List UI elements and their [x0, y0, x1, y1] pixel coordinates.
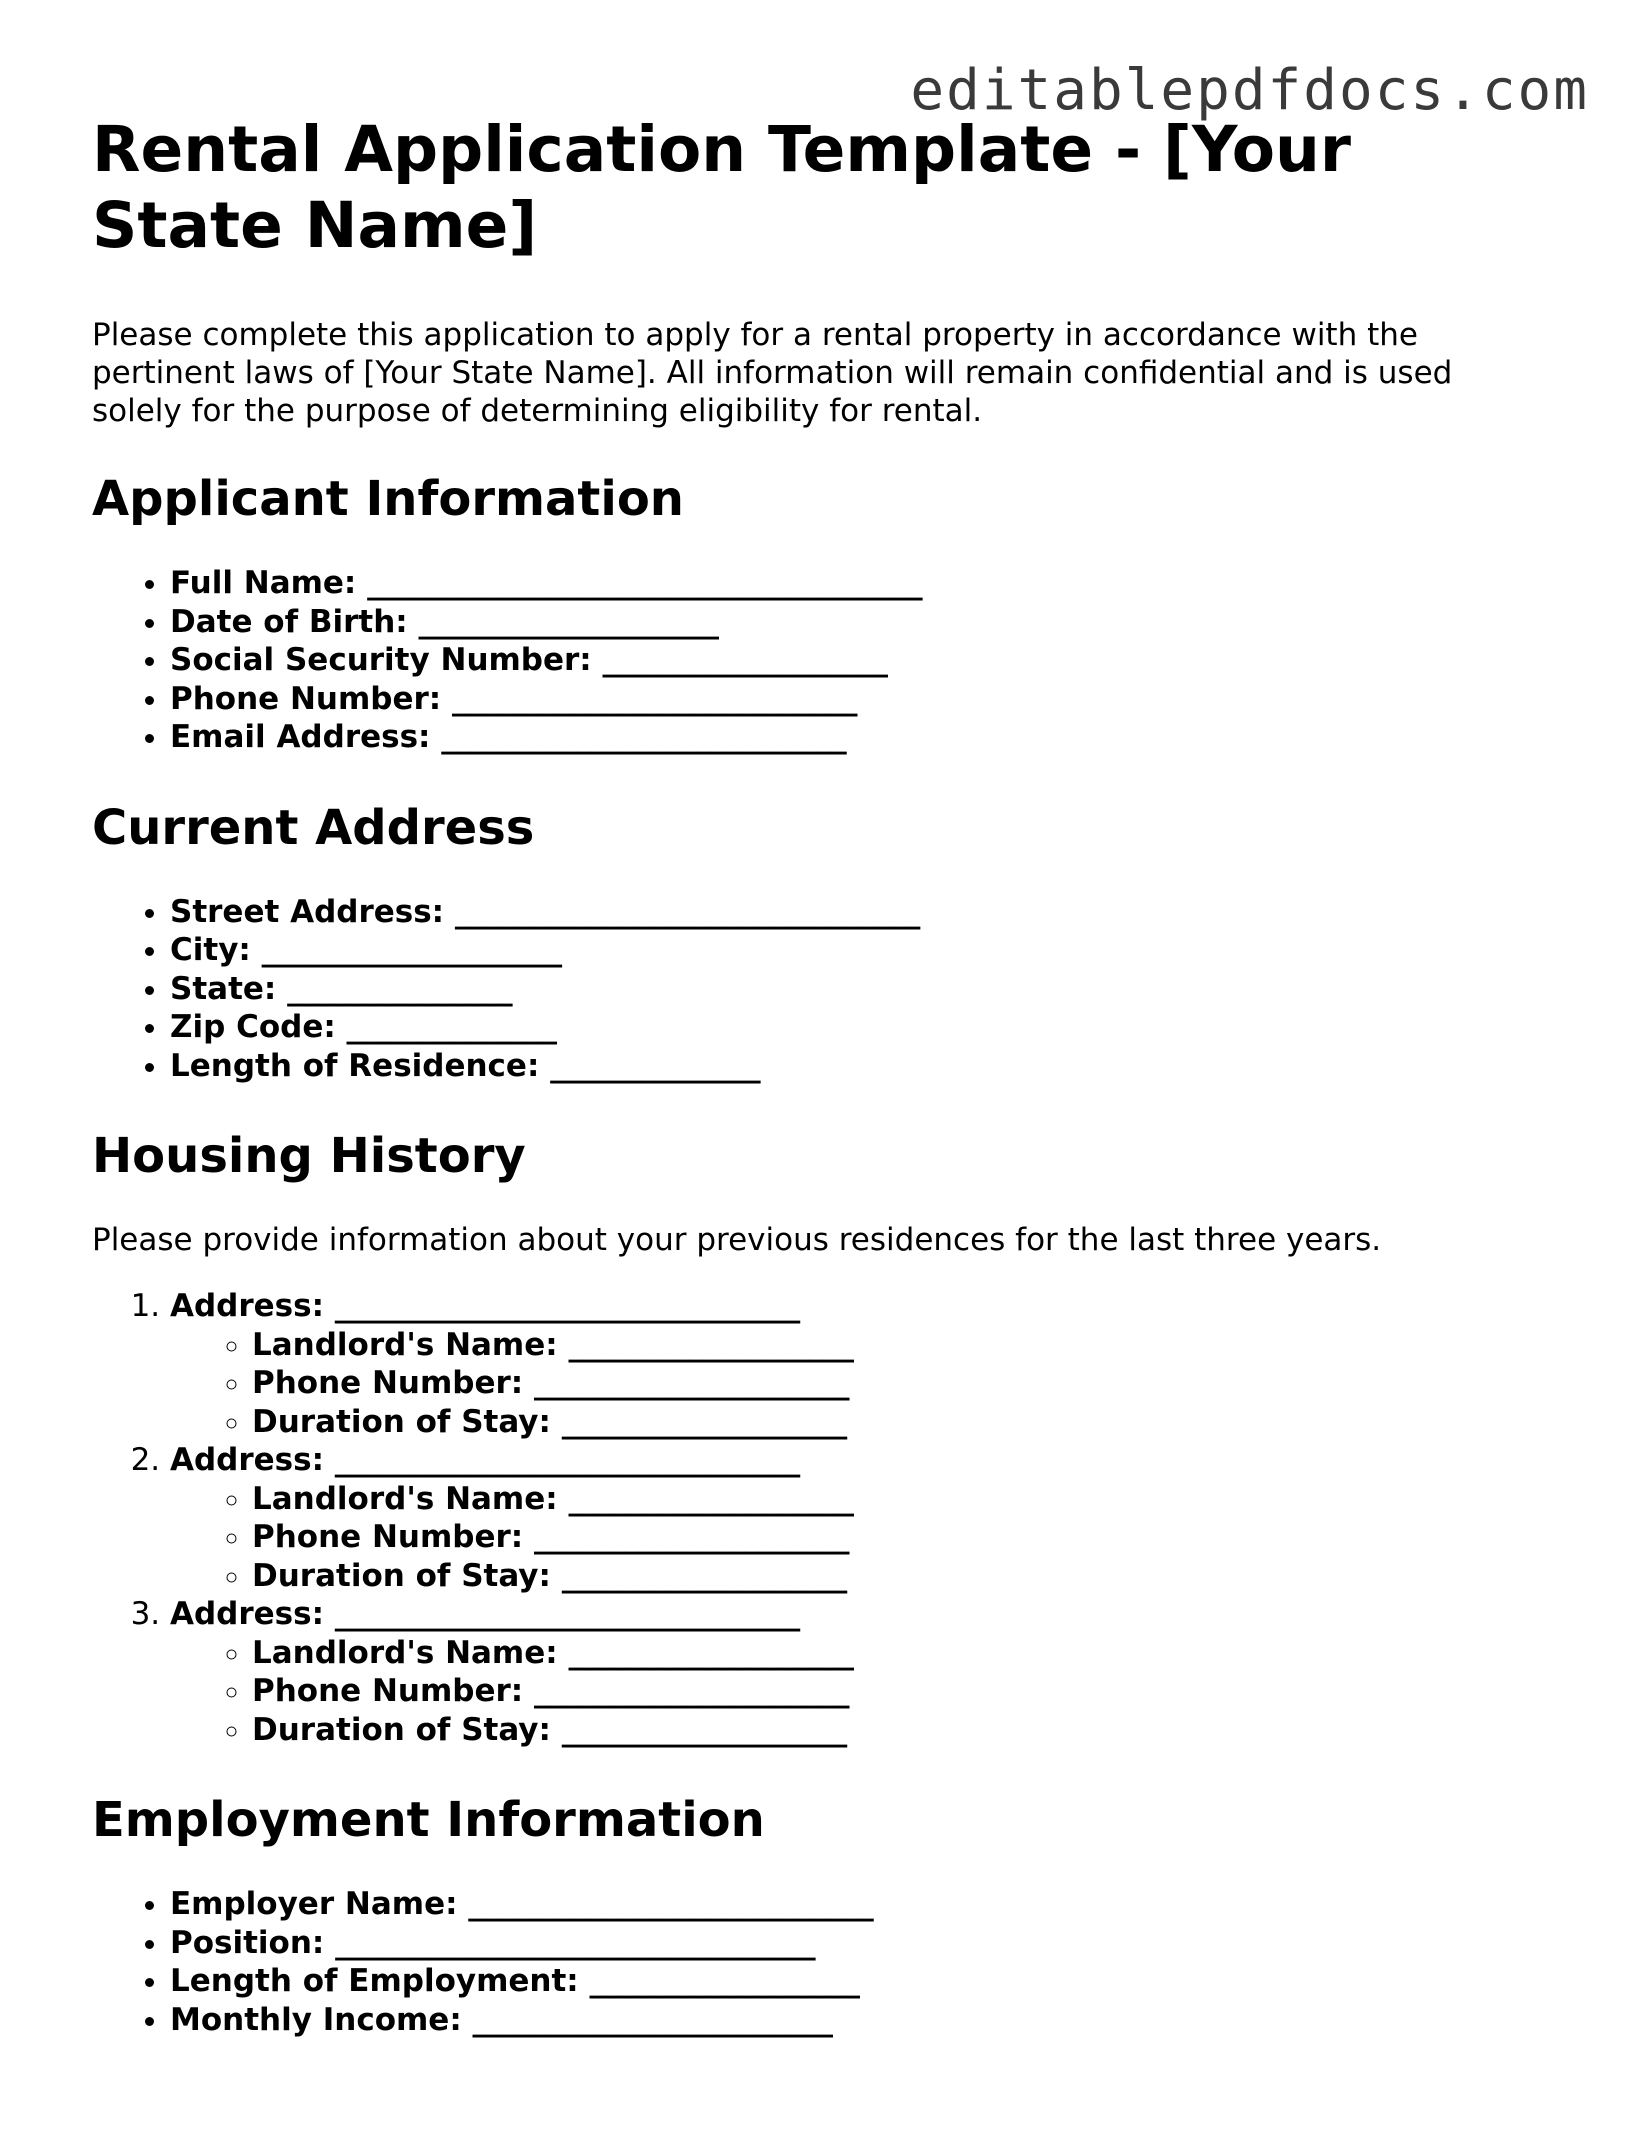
list-item — [170, 564, 1562, 603]
fill-in-blank[interactable]: ___________________ — [561, 1403, 847, 1440]
section-heading-applicant: Applicant Information — [92, 471, 684, 527]
section-heading-employment: Employment Information — [92, 1792, 765, 1848]
field-label: Date of Birth: — [170, 603, 408, 640]
fill-in-blank[interactable]: ___________________ — [568, 1326, 854, 1363]
fill-in-blank[interactable]: ___________________________ — [468, 1886, 874, 1922]
field-label: Phone Number: — [252, 1365, 524, 1401]
document-page — [92, 112, 1562, 2081]
housing-history-instructions: Please provide information about your previous residences for the last three years. — [92, 1222, 1382, 1258]
field-label: Length of Residence: — [170, 1047, 540, 1084]
section-heading-housing-history: Housing History — [92, 1128, 526, 1184]
fill-in-blank[interactable]: _____________________ — [534, 1519, 849, 1555]
fill-in-blank[interactable]: ________________________ — [472, 2001, 833, 2038]
field-label: Duration of Stay: — [252, 1403, 551, 1440]
list-item — [252, 1634, 1562, 1673]
field-label: Monthly Income: — [170, 2001, 462, 2038]
fill-in-blank[interactable]: ___________________________ — [441, 719, 847, 755]
field-label: City: — [170, 932, 251, 968]
history-subfield-list — [170, 1634, 1562, 1750]
list-item — [252, 1480, 1562, 1519]
fill-in-blank[interactable]: _____________________ — [534, 1673, 849, 1709]
list-item — [170, 2001, 1562, 2040]
list-item — [170, 893, 1562, 932]
page-title: Rental Application Template - [Your State Name] — [92, 113, 1351, 262]
list-item — [170, 1962, 1562, 2001]
fill-in-blank[interactable]: _______________________________ — [334, 1288, 800, 1324]
fill-in-blank[interactable]: ______________ — [346, 1009, 557, 1045]
list-item — [170, 718, 1562, 757]
list-item — [252, 1326, 1562, 1365]
field-label: Phone Number: — [252, 1519, 524, 1555]
fill-in-blank[interactable]: ___________________ — [568, 1480, 854, 1517]
list-item — [170, 1008, 1562, 1047]
section-heading-current-address: Current Address — [92, 799, 535, 856]
history-entry — [170, 1287, 1562, 1441]
fill-in-blank[interactable]: __________________ — [589, 1963, 860, 1999]
fill-in-blank[interactable]: ___________________ — [561, 1711, 847, 1748]
field-label: Landlord's Name: — [252, 1480, 558, 1517]
field-label: Landlord's Name: — [252, 1634, 558, 1671]
field-label: Address: — [170, 1596, 324, 1632]
list-item — [252, 1518, 1562, 1557]
list-item — [170, 1924, 1562, 1963]
list-item — [252, 1403, 1562, 1442]
field-label: Length of Employment: — [170, 1963, 579, 1999]
fill-in-blank[interactable]: ____________________ — [418, 603, 719, 640]
fill-in-blank[interactable]: ____________________ — [261, 932, 562, 968]
history-entry — [170, 1595, 1562, 1749]
list-item — [252, 1364, 1562, 1403]
list-item — [170, 970, 1562, 1009]
list-item — [170, 1885, 1562, 1924]
list-item — [170, 1047, 1562, 1086]
fill-in-blank[interactable]: ________________________________ — [335, 1924, 816, 1961]
field-label: Email Address: — [170, 719, 431, 755]
history-entry — [170, 1441, 1562, 1595]
field-label: Address: — [170, 1442, 324, 1478]
field-label: Address: — [170, 1288, 324, 1324]
fill-in-blank[interactable]: ___________________ — [561, 1557, 847, 1594]
watermark: editablepdfdocs.com — [910, 58, 1589, 123]
fill-in-blank[interactable]: _______________________________ — [454, 893, 920, 930]
list-item — [252, 1672, 1562, 1711]
fill-in-blank[interactable]: _____________________________________ — [367, 565, 923, 601]
fill-in-blank[interactable]: ___________________ — [568, 1634, 854, 1671]
field-label: Social Security Number: — [170, 642, 592, 678]
fill-in-blank[interactable]: ___________________ — [602, 642, 888, 678]
history-subfield-list — [170, 1326, 1562, 1442]
field-label: Phone Number: — [252, 1673, 524, 1709]
fill-in-blank[interactable]: _______________________________ — [334, 1596, 800, 1632]
current-address-field-list — [92, 893, 1562, 1086]
list-item — [252, 1711, 1562, 1750]
fill-in-blank[interactable]: _______________________________ — [334, 1442, 800, 1478]
list-item — [252, 1557, 1562, 1596]
field-label: Street Address: — [170, 893, 445, 930]
applicant-field-list — [92, 564, 1562, 757]
field-label: Phone Number: — [170, 680, 442, 717]
field-label: State: — [170, 970, 277, 1007]
list-item — [170, 931, 1562, 970]
field-label: Position: — [170, 1924, 325, 1961]
field-label: Employer Name: — [170, 1886, 458, 1922]
field-label: Zip Code: — [170, 1009, 336, 1045]
field-label: Duration of Stay: — [252, 1711, 551, 1748]
field-label: Duration of Stay: — [252, 1557, 551, 1594]
fill-in-blank[interactable]: _____________________ — [534, 1365, 849, 1401]
fill-in-blank[interactable]: ___________________________ — [452, 680, 857, 717]
history-subfield-list — [170, 1480, 1562, 1596]
list-item — [170, 603, 1562, 642]
housing-history-list — [92, 1287, 1562, 1749]
list-item — [170, 641, 1562, 680]
fill-in-blank[interactable]: _______________ — [287, 970, 513, 1007]
field-label: Landlord's Name: — [252, 1326, 558, 1363]
field-label: Full Name: — [170, 565, 357, 601]
intro-paragraph: Please complete this application to apply for a rental property in accordance with the pertinent laws of [Your State Name]. All information will remain confidential and is used solely for the purpose of determining eligibility for rental. — [92, 317, 1453, 429]
employment-field-list — [92, 1885, 1562, 2039]
fill-in-blank[interactable]: ______________ — [550, 1047, 761, 1084]
list-item — [170, 680, 1562, 719]
